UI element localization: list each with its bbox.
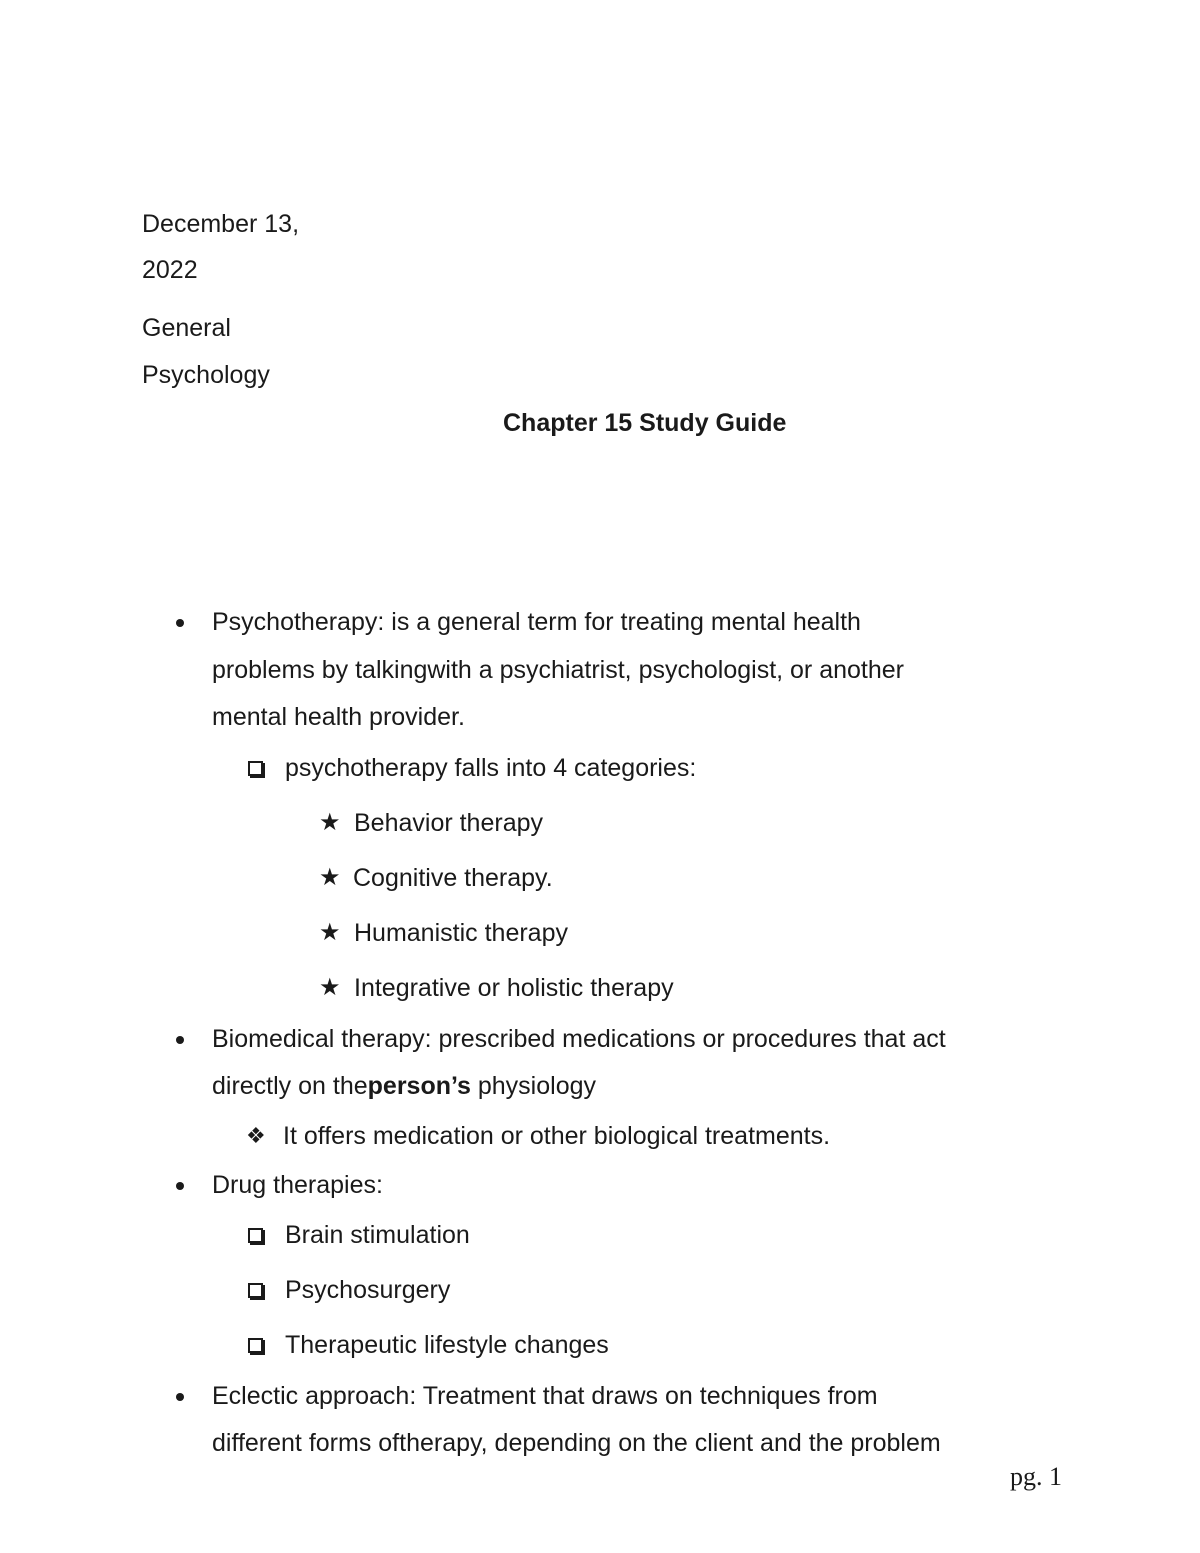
biomedical-line-2-suffix: physiology [470,1072,596,1100]
drug-heading: Drug therapies: [212,1171,383,1199]
category-item: Humanistic therapy [354,919,568,947]
psychotherapy-line-2: problems by talkingwith a psychiatrist, psychologist, or another [212,656,904,684]
star-bullet-icon: ★ [319,864,341,891]
star-bullet-icon: ★ [319,919,341,946]
diamond-bullet-icon: ❖ [246,1123,266,1148]
category-item: Behavior therapy [354,809,544,837]
checkbox-bullet-icon [248,1338,263,1353]
drug-item: Psychosurgery [285,1276,451,1304]
biomedical-line-2-prefix: directly on the [212,1072,368,1100]
drug-item: Therapeutic lifestyle changes [285,1331,609,1359]
psychotherapy-line-3: mental health provider. [212,703,465,731]
course-line-1: General [142,314,231,342]
checkbox-bullet-icon [248,1228,263,1243]
bullet-icon [176,619,184,627]
checkbox-bullet-icon [248,761,263,776]
drug-item: Brain stimulation [285,1221,470,1249]
biomedical-sub-item: It offers medication or other biological treatments. [283,1122,831,1150]
star-bullet-icon: ★ [319,974,341,1001]
date-line-1: December 13, [142,210,300,238]
category-item: Cognitive therapy. [353,864,553,892]
biomedical-line-1: Biomedical therapy: prescribed medications or procedures that act [212,1025,946,1053]
course-line-2: Psychology [142,361,270,389]
psychotherapy-sub-item: psychotherapy falls into 4 categories: [285,754,697,782]
bullet-icon [176,1036,184,1044]
page-title: Chapter 15 Study Guide [503,409,787,437]
psychotherapy-line-1: Psychotherapy: is a general term for treating mental health [212,608,861,636]
checkbox-bullet-icon [248,1283,263,1298]
eclectic-line-2: different forms oftherapy, depending on the client and the problem [212,1429,941,1457]
bullet-icon [176,1393,184,1401]
page-number: pg. 1 [1010,1462,1062,1491]
biomedical-line-2-bold: person’s [367,1072,471,1100]
biomedical-line-2 [212,1071,596,1101]
date-line-2: 2022 [142,256,198,284]
bullet-icon [176,1182,184,1190]
category-item: Integrative or holistic therapy [354,974,674,1002]
eclectic-line-1: Eclectic approach: Treatment that draws on techniques from [212,1382,878,1410]
star-bullet-icon: ★ [319,809,341,836]
